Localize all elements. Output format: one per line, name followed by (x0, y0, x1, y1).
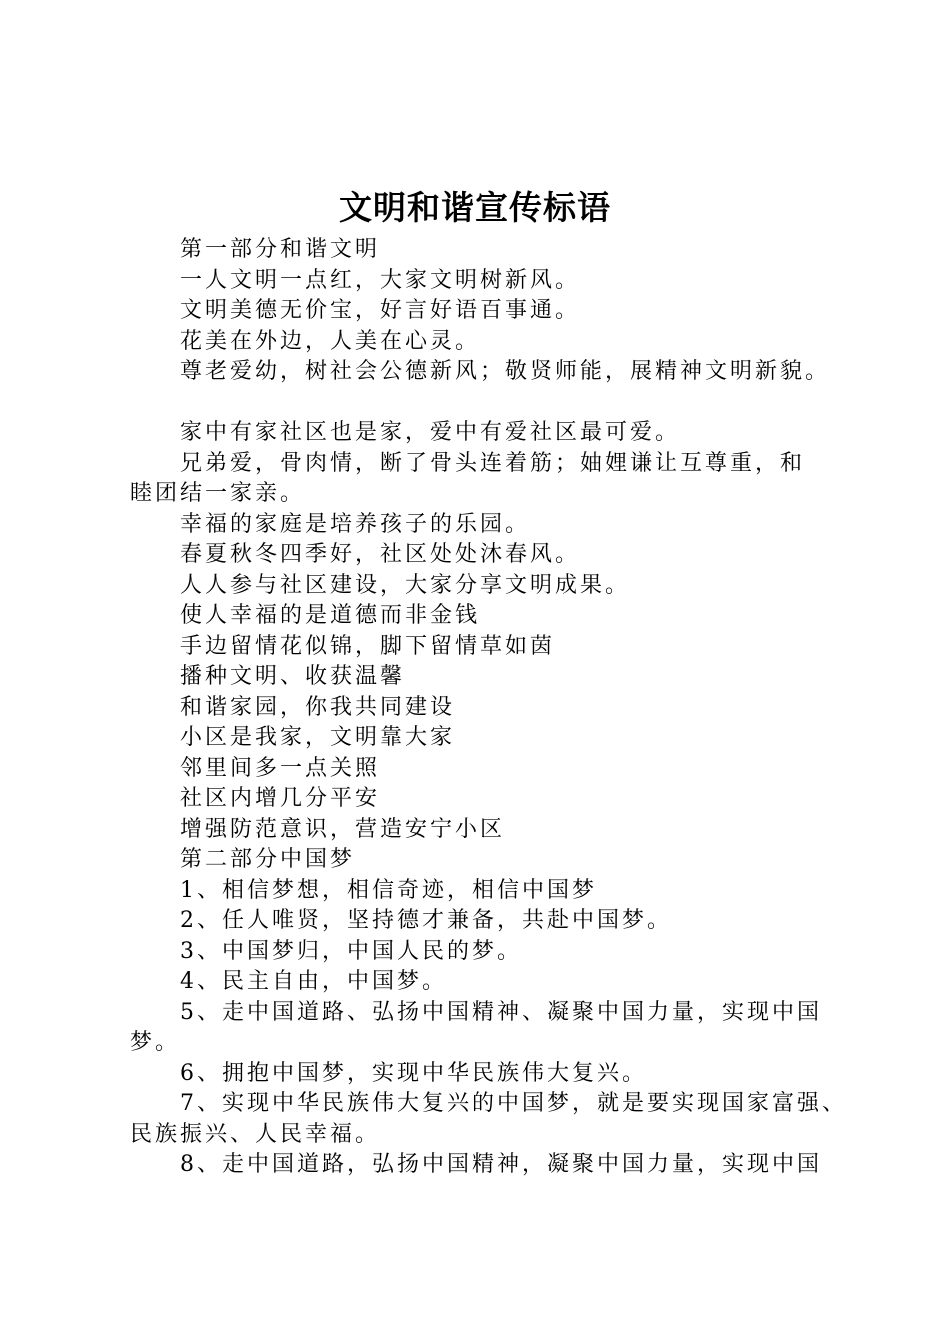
text-line: 家中有家社区也是家，爱中有爱社区最可爱。 (180, 420, 681, 445)
text-line: 第二部分中国梦 (180, 847, 356, 872)
text-line: 尊老爱幼，树社会公德新风；敬贤师能，展精神文明新貌。 (180, 359, 831, 384)
text-line: 1、相信梦想，相信奇迹，相信中国梦 (180, 877, 597, 903)
text-line: 春夏秋冬四季好，社区处处沐春风。 (180, 542, 581, 567)
text-line: 梦。 (130, 1030, 181, 1055)
text-line: 手边留情花似锦，脚下留情草如茵 (180, 633, 556, 659)
text-line: 和谐家园，你我共同建设 (180, 694, 456, 720)
text-line: 民族振兴、人民幸福。 (130, 1121, 381, 1147)
text-line: 6、拥抱中国梦，实现中华民族伟大复兴。 (180, 1060, 647, 1086)
text-line: 睦团结一家亲。 (130, 481, 306, 506)
text-line: 4、民主自由，中国梦。 (180, 969, 447, 994)
text-line: 7、实现中华民族伟大复兴的中国梦，就是要实现国家富强、 (180, 1091, 847, 1116)
text-line: 花美在外边，人美在心灵。 (180, 328, 481, 354)
text-line: 第一部分和谐文明 (180, 237, 381, 262)
text-line: 使人幸福的是道德而非金钱 (180, 603, 481, 628)
text-line: 邻里间多一点关照 (180, 755, 381, 781)
text-line: 人人参与社区建设，大家分享文明成果。 (180, 572, 631, 598)
document-body (130, 235, 850, 1181)
text-line: 增强防范意识，营造安宁小区 (180, 816, 506, 842)
text-line: 社区内增几分平安 (180, 786, 381, 811)
text-line: 3、中国梦归，中国人民的梦。 (180, 938, 522, 964)
text-line: 一人文明一点红，大家文明树新风。 (180, 267, 581, 293)
text-line: 8、走中国道路，弘扬中国精神，凝聚中国力量，实现中国 (180, 1152, 822, 1177)
text-line: 小区是我家，文明靠大家 (180, 725, 456, 750)
blank-line (130, 388, 850, 419)
text-line: 幸福的家庭是培养孩子的乐园。 (180, 511, 531, 537)
text-line: 5、走中国道路、弘扬中国精神、凝聚中国力量，实现中国 (180, 999, 822, 1025)
text-line: 2、任人唯贤，坚持德才兼备，共赴中国梦。 (180, 908, 672, 933)
document-title: 文明和谐宣传标语 (339, 188, 611, 227)
text-line: 文明美德无价宝，好言好语百事通。 (180, 298, 581, 323)
text-line: 播种文明、收获温馨 (180, 664, 406, 689)
text-line: 兄弟爱，骨肉情，断了骨头连着筋；妯娌谦让互尊重，和 (180, 450, 806, 476)
